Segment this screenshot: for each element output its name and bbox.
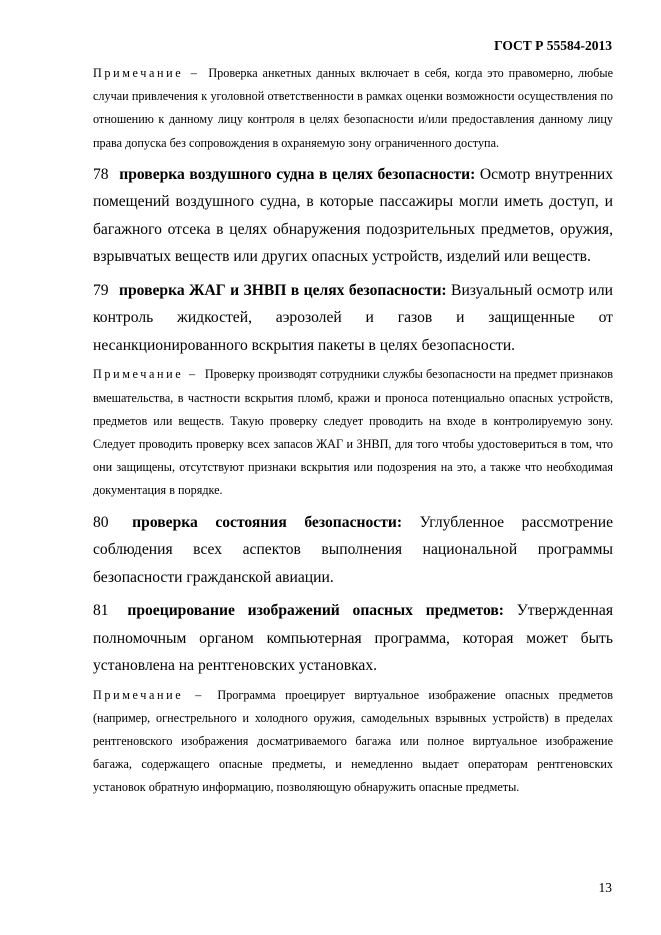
term-title: проецирование изображений опасных предметов:	[127, 602, 504, 620]
note-paragraph	[93, 363, 613, 502]
term-definition: Осмотр внутренних помещений воздушного судна, в которые пассажиры могли иметь доступ, и багажного отсека в целях обнаружения подозрительных предметов, оружия, взрывчатых веществ или других опасных устройств, изделий или веществ.	[93, 165, 613, 266]
note-label: Примечание –	[93, 687, 204, 702]
note-text: Программа проецирует виртуальное изображение опасных предметов (например, огнестрельного и холодного оружия, самодельных взрывных устройств) в пределах рентгеновского изображения досматриваемого багажа или полное виртуальное изображение багажа, содержащего опасные предметы, и немедленно выдает операторам рентгеновских установок обратную информацию, позволяющую обнаружить опасные предметы.	[93, 687, 614, 795]
document-body	[93, 62, 613, 800]
note-text: Проверка анкетных данных включает в себя, когда это правомерно, любые случаи привлечения к уголовной ответственности в рамках оценки возможности осуществления по отношению к данному лицу контроля в целях безопасности и/или предоставления данному лицу права допуска без сопровождения в охраняемую зону ограниченного доступа.	[93, 66, 613, 150]
term-definition: Утвержденная полномочным органом компьютерная программа, которая может быть установлена на рентгеновских установках.	[93, 602, 613, 675]
term-title: проверка ЖАГ и ЗНВП в целях безопасности:	[119, 281, 447, 299]
term-number: 81	[93, 602, 109, 620]
term-entry-79	[93, 277, 613, 360]
term-title: проверка воздушного судна в целях безопасности:	[119, 165, 476, 183]
page-number: 13	[598, 880, 612, 895]
term-entry-78	[93, 161, 613, 271]
term-number: 78	[93, 165, 109, 183]
term-title: проверка состояния безопасности:	[132, 513, 403, 531]
term-definition: Визуальный осмотр или контроль жидкостей, аэрозолей и газов и защищенные от несанкционированного вскрытия пакеты в целях безопасности.	[93, 281, 613, 354]
note-paragraph	[93, 684, 613, 800]
term-entry-80	[93, 509, 613, 592]
note-paragraph	[93, 62, 613, 155]
term-entry-81	[93, 597, 613, 680]
note-label: Примечание –	[93, 367, 198, 382]
term-number: 79	[93, 281, 109, 299]
term-definition: Углубленное рассмотрение соблюдения всех аспектов выполнения национальной программы безопасности гражданской авиации.	[93, 513, 614, 586]
document-header: ГОСТ Р 55584-2013	[494, 38, 612, 53]
note-text: Проверку производят сотрудники службы безопасности на предмет признаков вмешательства, в частности вскрытия пломб, кражи и проноса потенциально опасных устройств, предметов или веществ. Такую проверку следует проводить на входе в контролируемую зону. Следует проводить проверку всех запасов ЖАГ и ЗНВП, для того чтобы удостовериться в том, что они защищены, отсутствуют признаки вскрытия или подозрения на это, а также что необходимая документация в порядке.	[93, 367, 613, 498]
note-label: Примечание –	[93, 66, 200, 80]
term-number: 80	[93, 513, 109, 531]
